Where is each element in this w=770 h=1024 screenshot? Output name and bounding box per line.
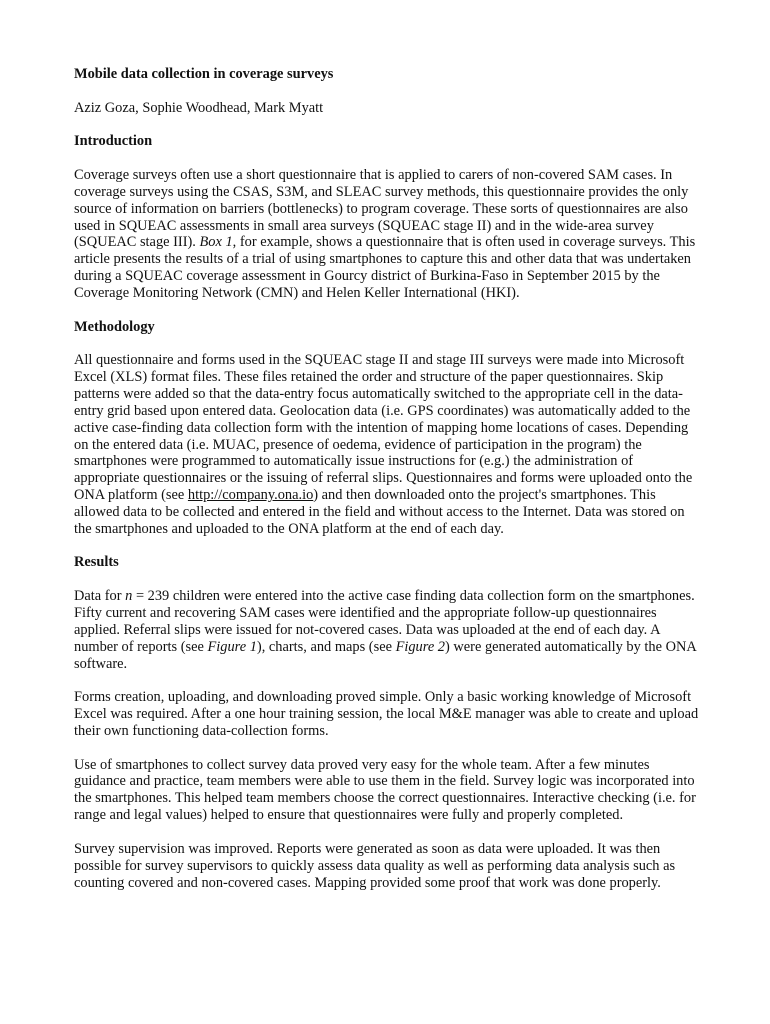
introduction-text-a: Coverage surveys often use a short questionnaire that is applied to carers of non-covered SAM cases. In coverage surveys using the CSAS, S3M, and SLEAC survey methods, this questionnaire provides the only source of information on barriers (bottlenecks) to program coverage. These sorts of questionnaires are also used in SQUEAC assessments in small area surveys (SQUEAC stage II) and in the wide-area survey (SQUEAC stage III). bbox=[74, 167, 689, 251]
methodology-text-a: All questionnaire and forms used in the SQUEAC stage II and stage III surveys were made into Microsoft Excel (XLS) format files. These files retained the order and structure of the paper questionnaires. Skip patterns were added so that the data-entry focus automatically switched to the appropriate cell in the data-entry grid based upon entered data. Geolocation data (i.e. GPS coordinates) was automatically added to the active case-finding data collection form with the intention of mapping home locations of cases. Depending on the entered data (i.e. MUAC, presence of oedema, evidence of participation in the program) the smartphones were programmed to automatically issue instructions for (e.g.) the administration of appropriate questionnaires or the issuing of referral slips. Questionnaires and forms were uploaded onto the ONA platform (see bbox=[74, 352, 693, 504]
results-paragraph-1 bbox=[74, 588, 699, 672]
results-paragraph-3: Use of smartphones to collect survey data proved very easy for the whole team. After a few minutes guidance and practice, team members were able to use them in the field. Survey logic was incorporated into the smartphones. This helped team members choose the correct questionnaires. Interactive checking (i.e. for range and legal values) helped to ensure that questionnaires were fully and properly completed. bbox=[74, 756, 696, 824]
results-text-c: ), charts, and maps (see bbox=[256, 638, 396, 655]
sample-size-symbol: n bbox=[125, 588, 133, 605]
methodology-paragraph bbox=[74, 352, 699, 537]
methodology-text-b: ) and then downloaded onto the project's smartphones. This allowed data to be collected and entered in the field and without access to the Internet. Data was stored on the smartphones and uploaded to the ONA platform at the end of each day. bbox=[74, 487, 685, 537]
introduction-heading: Introduction bbox=[74, 133, 153, 150]
methodology-heading: Methodology bbox=[74, 318, 155, 335]
results-text-d: ) were generated automatically by the ONA software. bbox=[74, 638, 696, 672]
document-authors: Aziz Goza, Sophie Woodhead, Mark Myatt bbox=[74, 99, 324, 116]
results-paragraph-2: Forms creation, uploading, and downloading proved simple. Only a basic working knowledge of Microsoft Excel was required. After a one hour training session, the local M&E manager was able to create and upload their own functioning data-collection forms. bbox=[74, 689, 699, 739]
document-page bbox=[74, 66, 699, 908]
figure-1-reference: Figure 1 bbox=[207, 638, 257, 655]
document-title: Mobile data collection in coverage surveys bbox=[74, 66, 334, 82]
box-1-reference: Box 1 bbox=[199, 234, 233, 251]
ona-platform-link[interactable]: http://company.ona.io bbox=[187, 487, 314, 504]
results-text-a: Data for bbox=[74, 588, 126, 605]
results-heading: Results bbox=[74, 554, 119, 571]
introduction-text-b: , for example, shows a questionnaire that is often used in coverage surveys. This article presents the results of a trial of using smartphones to capture this and other data that was undertaken during a SQUEAC coverage assessment in Gourcy district of Burkina-Faso in September 2015 by the Coverage Monitoring Network (CMN) and Helen Keller International (HKI). bbox=[74, 234, 696, 301]
results-paragraph-4: Survey supervision was improved. Reports were generated as soon as data were uploaded. It was then possible for survey supervisors to quickly assess data quality as well as performing data analysis such as counting covered and non-covered cases. Mapping provided some proof that work was done properly. bbox=[74, 840, 676, 891]
figure-2-reference: Figure 2 bbox=[395, 638, 446, 655]
introduction-paragraph bbox=[74, 167, 699, 302]
results-text-b: = 239 children were entered into the active case finding data collection form on the smartphones. Fifty current and recovering SAM cases were identified and the appropriate follow-up questionnaires applied. Referral slips were issued for not-covered cases. Data was uploaded at the end of each day. A number of reports (see bbox=[74, 588, 695, 655]
